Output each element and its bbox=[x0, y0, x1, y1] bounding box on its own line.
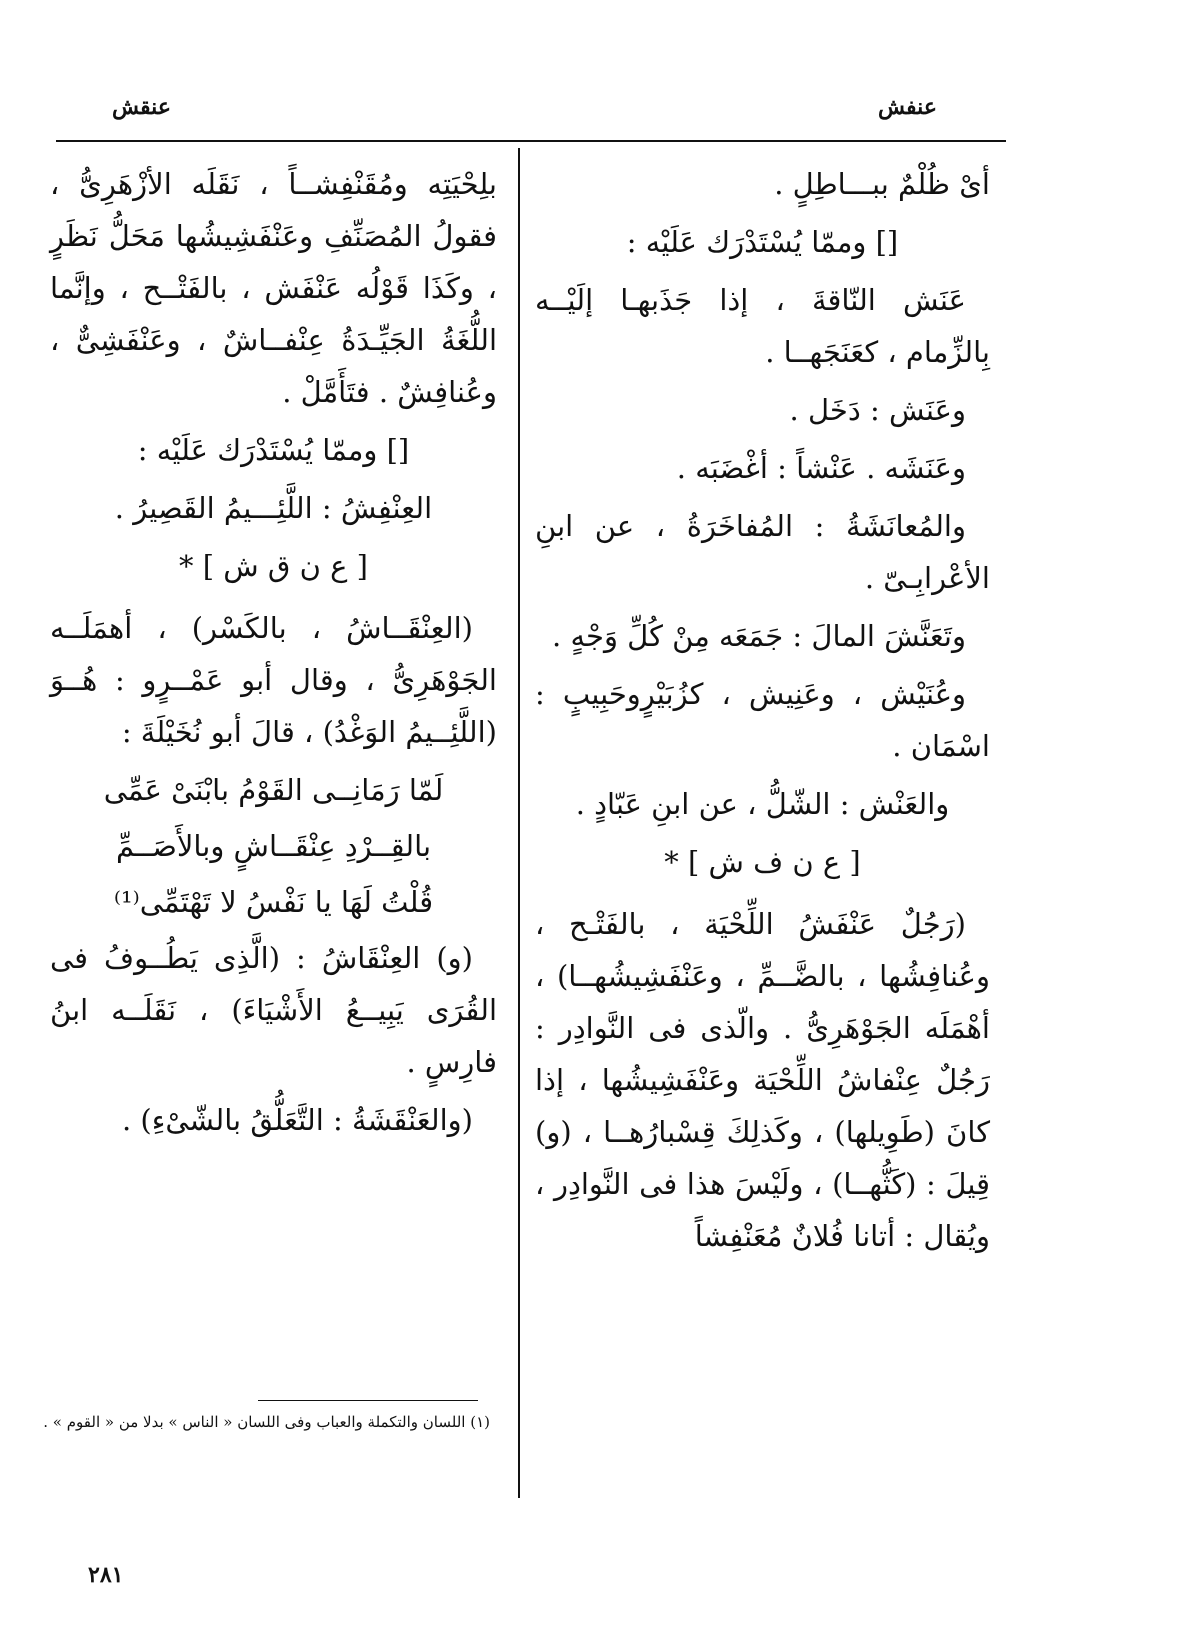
paragraph: العِنْفِشُ : اللَّئِـــيمُ القَصِيرُ . bbox=[114, 491, 433, 525]
paragraph: (و) العِنْقَاشُ : (الَّذِى يَطُــوفُ فى القُرَى يَبِيــعُ الأَشْيَاءَ) ، نَقَلَــه ابنُ فارِسٍ . bbox=[50, 941, 497, 1079]
paragraph: عَنَش النّاقةَ ، إذا جَذَبهـا إلَيْــه بِالزِّمام ، كعَنَجَهــا . bbox=[535, 283, 990, 369]
header-root-word-right: عنفش bbox=[878, 94, 937, 120]
left-column bbox=[50, 158, 497, 1152]
entry-heading-root: [ ع ن ق ش ] * bbox=[179, 549, 368, 583]
header-root-word-left: عنقش bbox=[112, 94, 171, 120]
paragraph: بلِحْيَتِه ومُقَنْفِشــاً ، نَقَلَه الأزْهَرِىُّ ، فقولُ المُصَنِّفِ وعَنْفَشِيشُها مَحَلُّ نَظَرٍ ، وكَذَا قَوْلُه عَنْفَش ، بالفَتْــح ، وإنَّما اللُّغَةُ الجَيِّـدَةُ عِنْفــاشٌ ، وعَنْفَشِىٌّ ، وعُنافِشٌ . فتَأَمَّلْ . bbox=[50, 167, 497, 409]
verse-line: لَمّا رَمَانِــى القَوْمُ بابْنَىْ عَمِّى bbox=[103, 773, 444, 807]
verse-line: بالقِــرْدِ عِنْقَــاشٍ وبالأَصَــمِّ bbox=[115, 829, 432, 863]
supplement-heading: [] وممّا يُسْتَدْرَك عَلَيْه : bbox=[137, 433, 410, 467]
paragraph: وعَنَش : دَخَل . bbox=[789, 393, 966, 427]
paragraph: وعَنَشَه . عَنْشاً : أغْضَبَه . bbox=[676, 451, 966, 485]
verse-line: قُلْتُ لَهَا يا نَفْسُ لا تَهْتَمِّى⁽¹⁾ bbox=[113, 885, 434, 919]
page-number: ٢٨١ bbox=[88, 1562, 124, 1588]
header-rule bbox=[56, 140, 1006, 142]
paragraph: (العِنْقَــاشُ ، بالكَسْر) ، أهمَلَــه الجَوْهَرِىُّ ، وقال أبو عَمْــرٍو : هُــوَ (اللَّئِــيمُ الوَغْدُ) ، قالَ أبو نُخَيْلَةَ : bbox=[50, 611, 497, 749]
paragraph: وتَعَنَّشَ المالَ : جَمَعَه مِنْ كُلِّ وَجْهٍ . bbox=[552, 619, 966, 653]
paragraph: (والعَنْقَشَةُ : التَّعَلُّقُ بالشّىْءِ) . bbox=[121, 1103, 473, 1137]
paragraph: أىْ ظُلْمٌ ببـــاطِلٍ . bbox=[774, 167, 990, 201]
footnote-rule bbox=[258, 1400, 478, 1401]
supplement-heading: [] وممّا يُسْتَدْرَك عَلَيْه : bbox=[626, 225, 899, 259]
paragraph: والعَنْش : الشّلُّ ، عن ابنِ عَبّادٍ . bbox=[575, 787, 950, 821]
column-divider bbox=[518, 148, 520, 1498]
entry-heading-root: [ ع ن ف ش ] * bbox=[664, 845, 861, 879]
paragraph: (رَجُلٌ عَنْفَشُ اللِّحْيَة ، بالفَتْـح ، وعُنافِشُها ، بالضَّــمِّ ، وعَنْفَشِيشُهــا) ، أهْمَلَه الجَوْهَرِىُّ . والّذى فى النَّوادِر : رَجُلٌ عِنْفاشُ اللِّحْيَة وعَنْفَشِيشُها ، إذا كانَ (طَوِيلها) ، وكَذلِكَ قِسْبارُهــا ، (و) قِيلَ : (كَثُّهــا) ، ولَيْسَ هذا فى النَّوادِر ، ويُقال : أتانا فُلانٌ مُعَنْفِشاً bbox=[535, 907, 990, 1253]
footnote: (١) اللسان والتكملة والعباب وفى اللسان « الناس » بدلا من « القوم » . bbox=[43, 1413, 490, 1431]
paragraph: والمُعانَشَةُ : المُفاخَرَةُ ، عن ابنِ الأعْرابِـىّ . bbox=[535, 509, 990, 595]
right-column bbox=[535, 158, 990, 1268]
paragraph: وعُنَيْش ، وعَنِيش ، كزُبَيْرٍوحَبِيبٍ : اسْمَان . bbox=[535, 677, 990, 763]
